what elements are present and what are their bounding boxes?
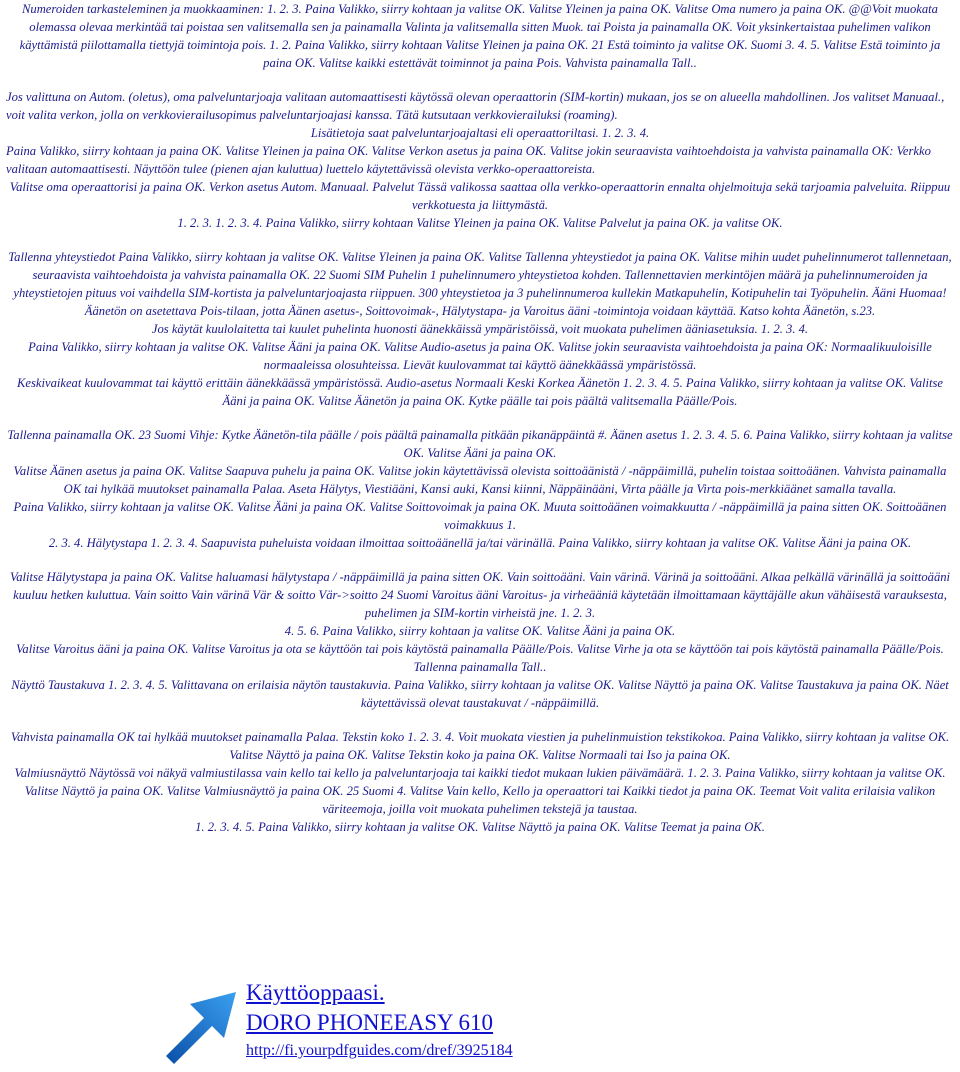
paragraph: Valitse Hälytystapa ja paina OK. Valitse haluamasi hälytystapa / -näppäimillä ja paina sitten OK. Vain soittoääni. Vain värinä. Värinä ja soittoääni. Alkaa pelkällä värinällä ja soittoääni kuuluu hetken kuluttua. Vain soitto Vain värinä Vär & soitto Vär->soitto 24 Suomi Varoitus ääni Varoitus- ja virheääniä käytetään ilmoittamaan käyttäjälle akun vähäisestä varauksesta, puhelimen ja SIM-kortin virheistä jne. 1. 2. 3. bbox=[9, 570, 951, 620]
paragraph-gap bbox=[6, 552, 954, 568]
paragraph: Numeroiden tarkasteleminen ja muokkaaminen: 1. 2. 3. Paina Valikko, siirry kohtaan ja valitse OK. Valitse Yleinen ja paina OK. Valitse Oma numero ja paina OK. @@Voit muokata olemassa olevaa merkintää tai poistaa sen valitsemalla sen ja painamalla Valinta ja valitsemalla sitten Muok. tai Poista ja painamalla OK. Voit yksinkertaistaa puhelimen valikon käyttämistä piilottamalla tiettyjä toimintoja pois. 1. 2. Paina Valikko, siirry kohtaan Valitse Yleinen ja paina OK. 21 Estä toiminto ja valitse OK. Suomi 3. 4. 5. Valitse Estä toiminto ja paina OK. Valitse kaikki estettävät toiminnot ja paina Pois. Vahvista painamalla Tall.. bbox=[19, 2, 941, 70]
paragraph: Vahvista painamalla OK tai hylkää muutokset painamalla Palaa. Tekstin koko 1. 2. 3. 4. Voit muokata viestien ja puhelinmuistion tekstikokoa. Paina Valikko, siirry kohtaan ja valitse OK. Valitse Näyttö ja paina OK. Valitse Tekstin koko ja paina OK. Valitse Normaali tai Iso ja paina OK. bbox=[10, 730, 950, 762]
paragraph: Valmiusnäyttö Näytössä voi näkyä valmiustilassa vain kello tai kello ja palveluntarjoaja tai kaikki tiedot mukaan lukien päivämäärä. 1. 2. 3. Paina Valikko, siirry kohtaan ja valitse OK. bbox=[14, 766, 946, 780]
paragraph-gap bbox=[6, 410, 954, 426]
paragraph: 4. 5. 6. Paina Valikko, siirry kohtaan ja valitse OK. Valitse Ääni ja paina OK. bbox=[284, 624, 676, 638]
paragraph: Jos valittuna on Autom. (oletus), oma palveluntarjoaja valitaan automaattisesti käytössä olevan operaattorin (SIM-kortin) mukaan, jos se on alueella mahdollinen. Jos valitset Manuaal., voit valita verkon, jolla on verkkovierailusopimus palveluntarjoajasi kanssa. Tätä kutsutaan verkkovierailuksi (roaming). bbox=[6, 90, 945, 122]
paragraph: Näyttö Taustakuva 1. 2. 3. 4. 5. Valittavana on erilaisia näytön taustakuvia. Paina Valikko, siirry kohtaan ja valitse OK. Valitse Näyttö ja paina OK. Valitse Taustakuva ja paina OK. Näet käytettävissä olevat taustakuvat / -näppäimillä. bbox=[11, 678, 949, 710]
paragraph: Valitse Näyttö ja paina OK. Valitse Valmiusnäyttö ja paina OK. 25 Suomi 4. Valitse Vain kello, Kello ja operaattori tai Kaikki tiedot ja paina OK. Teemat Voit valita erilaisia valikon väriteemoja, joilla voit muokata puhelimen tekstejä ja taustaa. bbox=[24, 784, 936, 816]
product-link[interactable]: DORO PHONEEASY 610 bbox=[246, 1010, 494, 1035]
paragraph: 1. 2. 3. 4. 5. Paina Valikko, siirry kohtaan ja valitse OK. Valitse Näyttö ja paina OK. Valitse Teemat ja paina OK. bbox=[195, 820, 765, 834]
paragraph: 2. 3. 4. Hälytystapa 1. 2. 3. 4. Saapuvista puheluista voidaan ilmoittaa soittoäänellä ja/tai värinällä. Paina Valikko, siirry kohtaan ja valitse OK. Valitse Ääni ja paina OK. bbox=[48, 536, 912, 550]
paragraph: Lisätietoja saat palveluntarjoajaltasi eli operaattoriltasi. 1. 2. 3. 4. bbox=[310, 126, 650, 140]
paragraph: Paina Valikko, siirry kohtaan ja paina OK. Valitse Yleinen ja paina OK. Valitse Verkon asetus ja paina OK. Valitse jokin seuraavista vaihtoehdoista ja vahvista painamalla OK: Verkko valitaan automaattisesti. Näyttöön tulee (pienen ajan kuluttua) luettelo käytettävissä olevista verkko-operaattoreista. bbox=[6, 144, 931, 176]
paragraph: 1. 2. 3. 1. 2. 3. 4. Paina Valikko, siirry kohtaan Valitse Yleinen ja paina OK. Valitse Palvelut ja paina OK. ja valitse OK. bbox=[177, 216, 783, 230]
paragraph: Jos käytät kuulolaitetta tai kuulet puhelinta huonosti äänekkäissä ympäristöissä, voit muokata puhelimen ääniasetuksia. 1. 2. 3. 4. bbox=[151, 322, 809, 336]
arrow-icon bbox=[160, 982, 242, 1068]
url-link[interactable]: http://fi.yourpdfguides.com/dref/3925184 bbox=[246, 1042, 513, 1059]
manual-link[interactable]: Käyttöoppaasi. bbox=[246, 980, 385, 1005]
paragraph: Tallenna painamalla OK. 23 Suomi Vihje: Kytke Äänetön-tila päälle / pois päältä painamalla pitkään pikanäppäintä #. Äänen asetus 1. 2. 3. 4. 5. 6. Paina Valikko, siirry kohtaan ja valitse OK. Valitse Ääni ja paina OK. bbox=[7, 428, 953, 460]
paragraph: Paina Valikko, siirry kohtaan ja valitse OK. Valitse Ääni ja paina OK. Valitse Audio-asetus ja paina OK. Valitse jokin seuraavista vaihtoehdoista ja paina OK: Normaalikuuloisille normaaleissa olosuhteissa. Lievät kuulovammat tai käyttö äänekkäässä ympäristössä. bbox=[28, 340, 932, 372]
paragraph: Tallenna yhteystiedot Paina Valikko, siirry kohtaan ja valitse OK. Valitse Yleinen ja paina OK. Valitse Tallenna yhteystiedot ja paina OK. Valitse mihin uudet puhelinnumerot tallennetaan, seuraavista vaihtoehdoista ja vahvista painamalla OK. 22 Suomi SIM Puhelin 1 puhelinnumero yhteystietoa kohden. Tallennettavien merkintöjen määrä ja puhelinnumeroiden ja yhteystietojen pituus voi vaihdella SIM-kortista ja palveluntarjoajasta riippuen. 300 yhteystietoa ja 3 puhelinnumeroa kullekin Matkapuhelin, Kotipuhelin tai Työpuhelin. Ääni Huomaa! Äänetön on asetettava Pois-tilaan, jotta Äänen asetus-, Soittovoimak-, Hälytystapa- ja Varoitus ääni -toimintoja voidaan käyttää. Katso kohta Äänetön, s.23. bbox=[8, 250, 952, 318]
paragraph: Paina Valikko, siirry kohtaan ja valitse OK. Valitse Ääni ja paina OK. Valitse Soittovoimak ja paina OK. Muuta soittoäänen voimakkuutta / -näppäimillä ja paina sitten OK. Soittoäänen voimakkuus 1. bbox=[13, 500, 947, 532]
paragraph-gap bbox=[6, 712, 954, 728]
paragraph: Valitse oma operaattorisi ja paina OK. Verkon asetus Autom. Manuaal. Palvelut Tässä valikossa saattaa olla verkko-operaattorin ennalta ohjelmoituja sekä tarjoamia palveluita. Riippuu verkkotuesta ja liittymästä. bbox=[9, 180, 951, 212]
document-body bbox=[6, 0, 954, 836]
paragraph: Keskivaikeat kuulovammat tai käyttö erittäin äänekkäässä ympäristössä. Audio-asetus Normaali Keski Korkea Äänetön 1. 2. 3. 4. 5. Paina Valikko, siirry kohtaan ja valitse OK. Valitse Ääni ja paina OK. Valitse Äänetön ja paina OK. Kytke päälle tai pois päältä valitsemalla Päälle/Pois. bbox=[17, 376, 943, 408]
paragraph: Valitse Äänen asetus ja paina OK. Valitse Saapuva puhelu ja paina OK. Valitse jokin käytettävissä olevista soittoäänistä / -näppäimillä, puhelin toistaa soittoäänen. Vahvista painamalla OK tai hylkää muutokset painamalla Palaa. Aseta Hälytys, Viestiääni, Kansi auki, Kansi kiinni, Näppäinääni, Virta päälle ja Virta pois-merkkiäänet samalla tavalla. bbox=[13, 464, 947, 496]
paragraph: Valitse Varoitus ääni ja paina OK. Valitse Varoitus ja ota se käyttöön tai pois käytöstä painamalla Päälle/Pois. Valitse Virhe ja ota se käyttöön tai pois käytöstä painamalla Päälle/Pois. Tallenna painamalla Tall.. bbox=[16, 642, 944, 674]
footer bbox=[160, 978, 880, 1070]
paragraph-gap bbox=[6, 72, 954, 88]
paragraph-gap bbox=[6, 232, 954, 248]
